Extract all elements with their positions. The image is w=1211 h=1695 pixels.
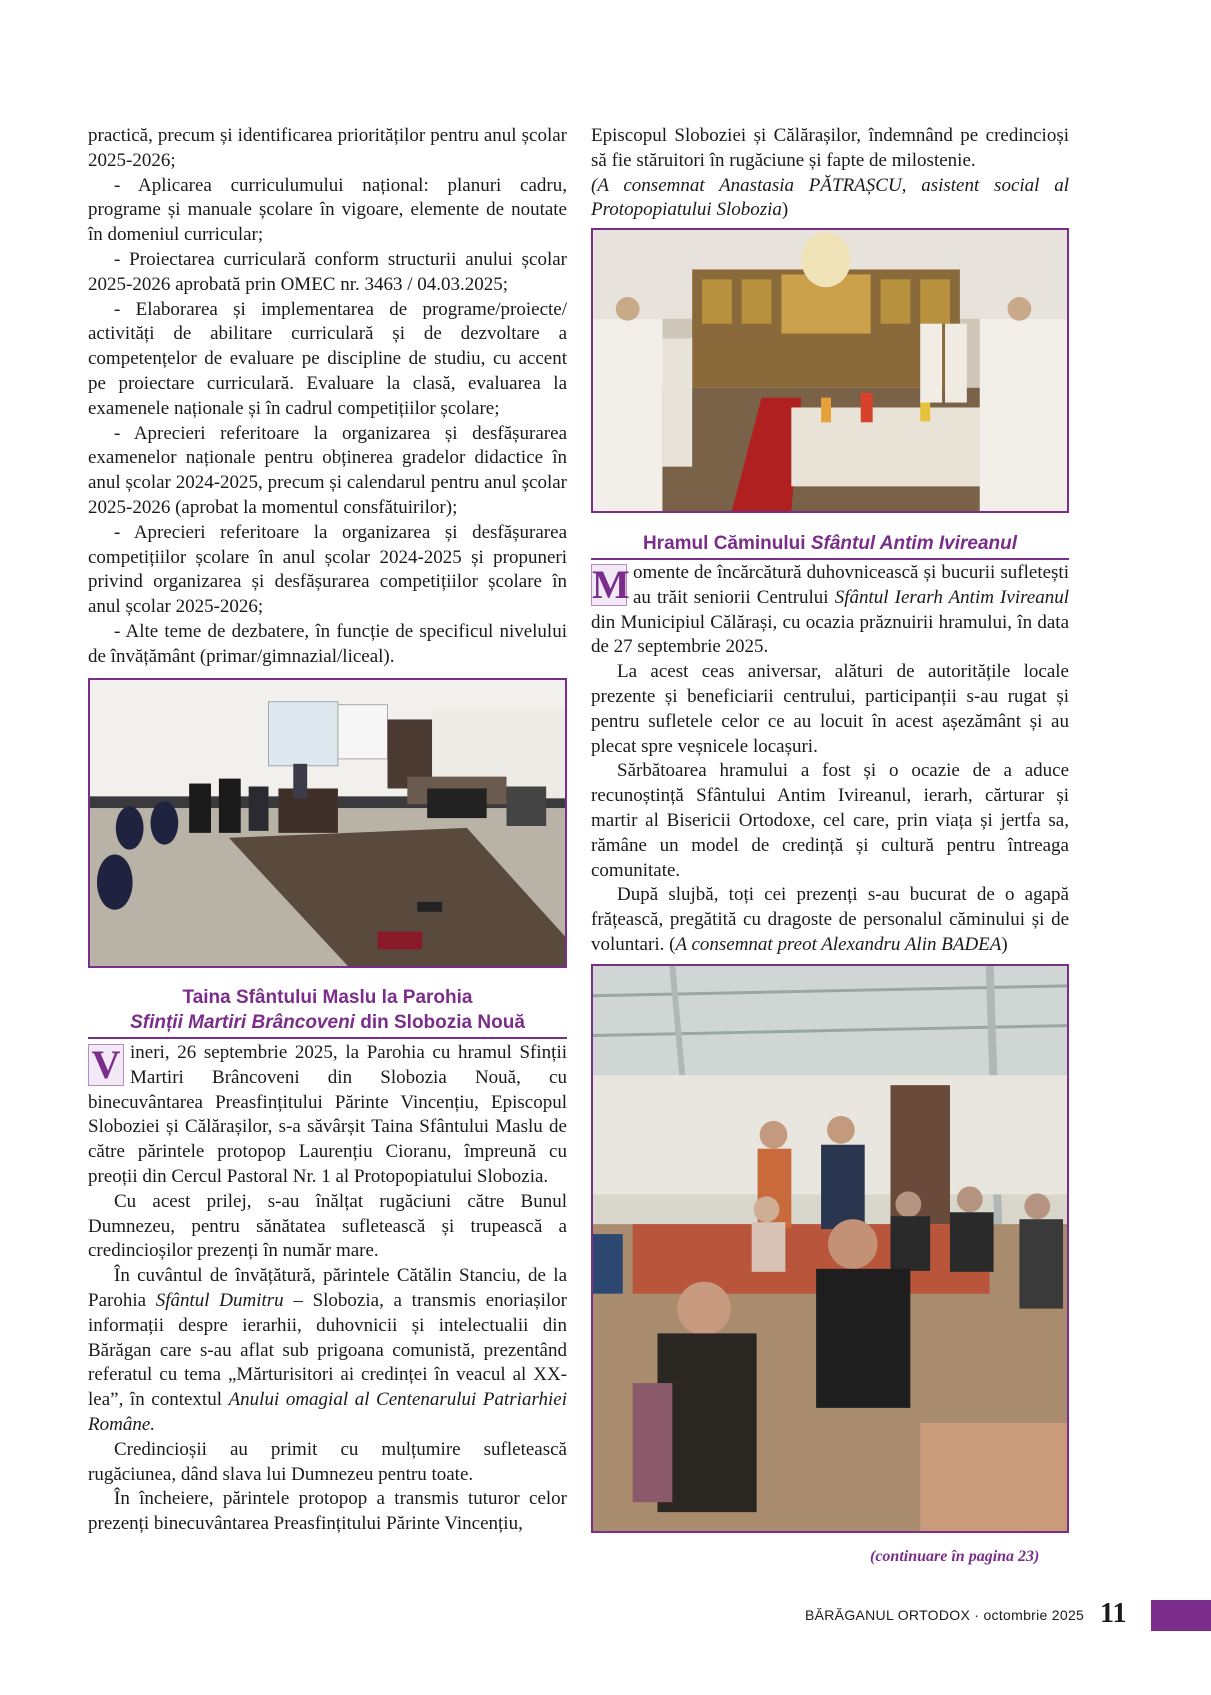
right-column-top-text bbox=[591, 124, 1069, 223]
text-run: omente de încărcătură duhovnicească și bucurii sufletești au trăit seniorii Centrului bbox=[633, 562, 1069, 608]
heading-line: Taina Sfântului Maslu la Parohia bbox=[182, 987, 473, 1008]
text-run: – Slobozia, a transmis enoriașilor informații despre ierarhii, duhovnicii și intelectualii din Bărăgan care s-au aflat sub prigoana comunistă, prezentând referatul cu tema „Mărturisitori ai credinței în veacul al XX-lea”, în contextul bbox=[88, 1289, 568, 1411]
italic-run: Sfântul Ierarh Antim Ivireanul bbox=[834, 586, 1069, 608]
caption-italic: (A consemnat Anastasia PĂTRAȘCU, asistent social al Protopopiatului Slobozia bbox=[591, 174, 1069, 221]
article-maslu-heading bbox=[88, 985, 567, 1035]
dropcap: V bbox=[88, 1044, 124, 1086]
text-run: din Municipiul Călărași, cu ocazia prăznuirii hramului, în data de 27 septembrie 2025. bbox=[591, 611, 1069, 658]
paragraph bbox=[88, 1041, 567, 1190]
paragraph: - Alte teme de dezbatere, în funcție de specificul nivelului de învățământ (primar/gimnazial/liceal). bbox=[88, 620, 567, 667]
author-caption bbox=[591, 174, 1069, 224]
paragraph: În încheiere, părintele protopop a transmis tuturor celor prezenți binecuvântarea Preasfințitului Părinte Vincențiu, bbox=[88, 1488, 567, 1535]
article-maslu-body bbox=[88, 1041, 567, 1537]
italic-run: Sfântul Dumitru bbox=[155, 1289, 284, 1311]
caption-close: ) bbox=[781, 199, 789, 221]
paragraph: La acest ceas aniversar, alături de autoritățile locale prezente și beneficiarii centrului, participanții s-au rugat și pentru sufletele celor ce au locuit în acest așezământ și au plecat spre veșnicele locașuri. bbox=[591, 661, 1069, 757]
heading-rule bbox=[591, 558, 1069, 560]
article-hram-heading bbox=[591, 531, 1069, 556]
paragraph: - Aplicarea curriculumului național: planuri cadru, programe și manuale școlare în vigoare, elemente de noutate în domeniul curricular; bbox=[88, 174, 567, 246]
heading-italic-part: Sfântul Antim Ivireanul bbox=[810, 533, 1018, 554]
page-number: 11 bbox=[1100, 1598, 1127, 1629]
paragraph bbox=[591, 561, 1069, 660]
paragraph: - Aprecieri referitoare la organizarea și desfășurarea examenelor naționale pentru obținerea gradelor didactice în anul școlar 2024-2025, precum și calendarul pentru anul școlar 2025-2026 (aprobat la momentul consfătuirilor); bbox=[88, 422, 567, 518]
text-run: În cuvântul de învățătură, părintele Cătălin Stanciu, de la Parohia bbox=[88, 1265, 567, 1311]
classroom-photo bbox=[88, 678, 567, 968]
paragraph-text: ineri, 26 septembrie 2025, la Parohia cu hramul Sfinții Martiri Brâncoveni din Slobozia Nouă, cu binecuvântarea Preasfințitului Părinte Vincențiu, Episcopul Sloboziei și Călărașilor, s-a săvârșit Taina Sfântului Maslu de către părintele protopop Laurențiu Cioranu, împreună cu preoții din Cercul Pastoral Nr. 1 al Protopopiatului Slobozia. bbox=[88, 1042, 567, 1187]
paragraph: - Proiectarea curriculară conform structurii anului școlar 2025-2026 aprobată prin OMEC nr. 3463 / 04.03.2025; bbox=[88, 248, 567, 295]
italic-run: A consemnat preot Alexandru Alin BADEA bbox=[675, 933, 1002, 955]
paragraph: Credincioșii au primit cu mulțumire sufletească rugăciunea, dând slava lui Dumnezeu pentru toate. bbox=[88, 1438, 567, 1485]
continuation-note: (continuare în pagina 23) bbox=[870, 1548, 1040, 1565]
paragraph: - Aprecieri referitoare la organizarea și desfășurarea competițiilor școlare în anul școlar 2024-2025 și propuneri privind organizarea și desfășurarea competițiilor școlare în anul școlar 2025-2026; bbox=[88, 521, 567, 618]
paragraph: Cu acest prilej, s-au înălțat rugăciuni către Bunul Dumnezeu, pentru sănătatea sufletească și trupească a credincioșilor prezenți în număr mare. bbox=[88, 1190, 567, 1262]
paragraph: Sărbătoarea hramului a fost și o ocazie de a aduce recunoștință Sfântului Antim Ivireanul, ierarh, cărturar și martir al Bisericii Ortodoxe, cel care, prin viața și jertfa sa, rămâne un model de credință și cultură pentru întreaga comunitate. bbox=[591, 760, 1069, 881]
paragraph: practică, precum și identificarea priorităților pentru anul școlar 2025-2026; bbox=[88, 125, 567, 171]
paragraph bbox=[591, 883, 1069, 957]
text-run: După slujbă, toți cei prezenți s-au bucurat de o agapă frățească, pregătită cu dragoste de personalul căminului și de voluntari. ( bbox=[591, 884, 1069, 955]
publication-footer: BĂRĂGANUL ORTODOX · octombrie 2025 bbox=[805, 1607, 1085, 1623]
left-column-text bbox=[88, 124, 567, 670]
paragraph bbox=[88, 1264, 567, 1438]
dropcap: M bbox=[592, 562, 630, 607]
heading-italic-part: Sfinții Martiri Brâncoveni bbox=[130, 1012, 355, 1033]
article-hram-body bbox=[591, 561, 1069, 958]
italic-run: Anului omagial al Centenarului Patriarhiei Române. bbox=[88, 1389, 568, 1435]
paragraph: - Elaborarea și implementarea de programe/proiecte/ activități de abilitare curriculară și de dezvoltare a competențelor de evaluare pe discipline de studiu, cu accent pe proiectare curriculară. Evaluare la clasă, evaluarea la examenele naționale și în cadrul competițiilor școlare; bbox=[88, 298, 567, 419]
heading-rest: din Slobozia Nouă bbox=[354, 1012, 525, 1033]
page-tab-marker bbox=[1151, 1600, 1211, 1631]
church-service-photo bbox=[591, 228, 1069, 513]
heading-text: Hramul Căminului bbox=[642, 533, 811, 554]
text-run: ) bbox=[1001, 933, 1008, 955]
heading-rule bbox=[88, 1037, 567, 1039]
seniors-gathering-photo bbox=[591, 964, 1069, 1533]
heading-line bbox=[88, 1010, 567, 1035]
paragraph: Episcopul Sloboziei și Călărașilor, îndemnând pe credincioși să fie stăruitori în rugăciune și fapte de milostenie. bbox=[591, 125, 1069, 171]
